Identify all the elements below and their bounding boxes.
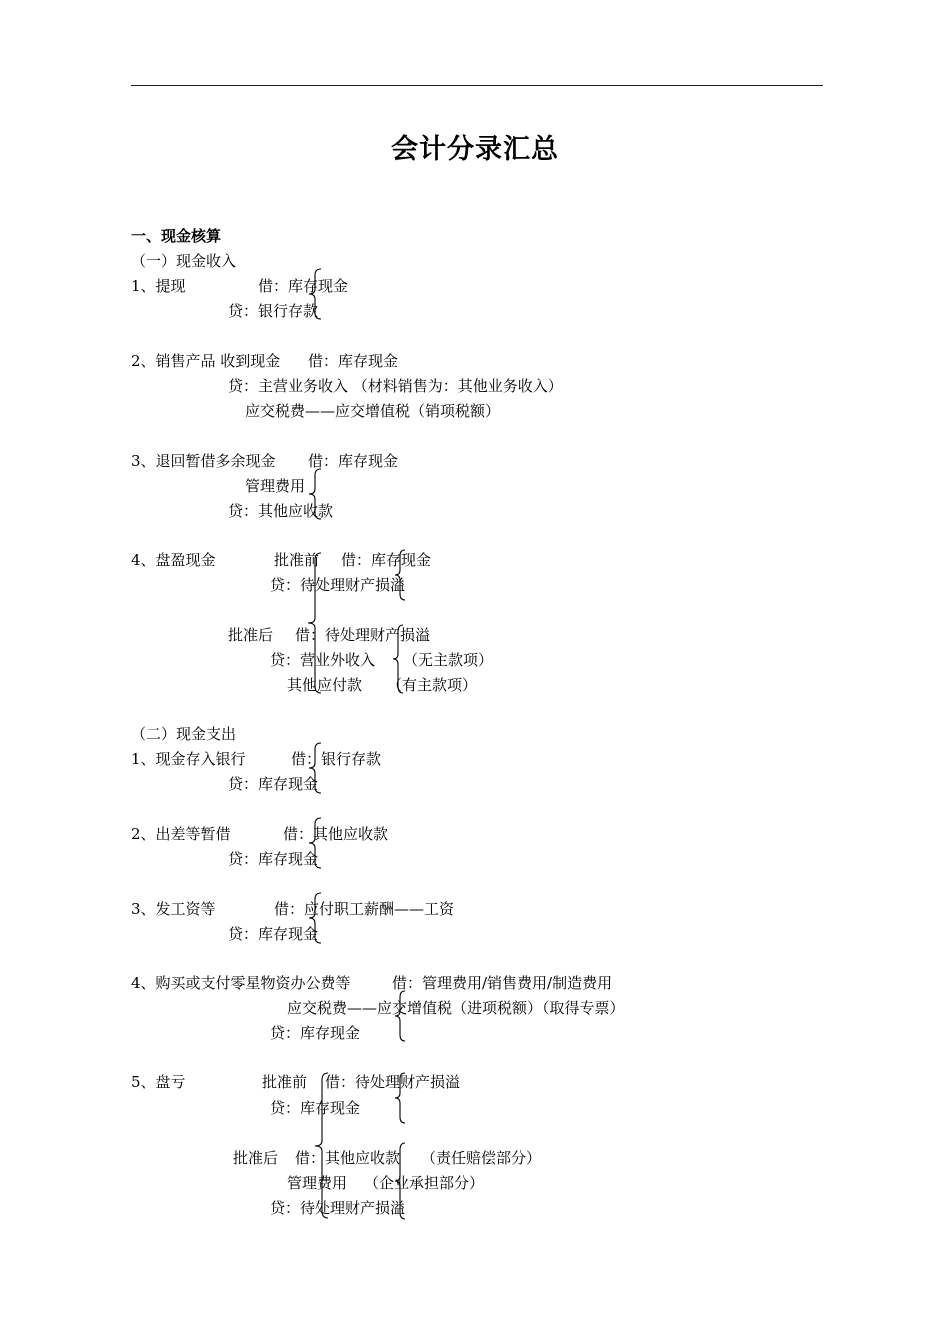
debit-line: 管理费用: [245, 477, 306, 495]
credit-line: 贷：库存现金: [228, 850, 319, 868]
brace: [305, 552, 323, 695]
credit-line: 贷：库存现金: [228, 775, 319, 793]
note: （责任赔偿部分）: [421, 1149, 542, 1167]
brace: [307, 892, 323, 944]
debit-line: 借：待处理财产损溢: [325, 1073, 461, 1091]
brace: [307, 268, 323, 320]
brace: [307, 468, 323, 520]
credit-line: 应交税费——应交增值税（销项税额）: [245, 402, 501, 420]
brace: [307, 742, 323, 794]
note: （企业承担部分）: [364, 1174, 485, 1192]
brace: [393, 549, 407, 601]
approval-label: 批准前: [262, 1073, 308, 1091]
credit-line: 贷：待处理财产损溢: [270, 576, 406, 594]
note: （有主款项）: [387, 676, 478, 694]
entry-number: 4、购买或支付零星物资办公费等: [131, 974, 351, 992]
debit-line: 借：库存现金: [258, 277, 349, 295]
debit-line: 借：应付职工薪酬——工资: [274, 900, 455, 918]
entry-number: 2、出差等暂借: [131, 825, 231, 843]
credit-line: 贷：营业外收入: [270, 651, 376, 669]
debit-line: 借：银行存款: [291, 750, 382, 768]
debit-line: 借：其他应收款: [283, 825, 389, 843]
entry-number: 3、发工资等: [131, 900, 216, 918]
brace: [312, 1072, 330, 1220]
entry-number: 2、销售产品 收到现金: [131, 352, 281, 370]
brace: [393, 990, 407, 1042]
page-title: 会计分录汇总: [391, 134, 559, 165]
entry-number: 3、退回暂借多余现金: [131, 452, 276, 470]
debit-line: 管理费用: [287, 1174, 348, 1192]
credit-line: 贷：其他应收款: [228, 502, 334, 520]
header-rule: [131, 85, 823, 86]
entry-number: 5、盘亏: [131, 1073, 186, 1091]
credit-line: 贷：待处理财产损溢: [270, 1199, 406, 1217]
subsection-heading: （一）现金收入: [131, 252, 237, 270]
subsection-heading: （二）现金支出: [131, 725, 237, 743]
credit-line: 贷：主营业务收入 （材料销售为：其他业务收入）: [228, 377, 563, 395]
approval-label: 批准后: [228, 626, 274, 644]
credit-line: 贷：库存现金: [228, 925, 319, 943]
credit-line: 贷：库存现金: [270, 1099, 361, 1117]
brace: [393, 1072, 407, 1124]
note: （无主款项）: [403, 651, 494, 669]
entry-number: 1、提现: [131, 277, 186, 295]
brace: [307, 817, 323, 869]
debit-line: 应交税费——应交增值税（进项税额）（取得专票）: [287, 999, 625, 1017]
debit-line: 借：库存现金: [308, 452, 399, 470]
brace: [391, 624, 405, 694]
debit-line: 借：库存现金: [308, 352, 399, 370]
credit-line: 其他应付款: [287, 676, 363, 694]
approval-label: 批准后: [233, 1149, 279, 1167]
credit-line: 贷：银行存款: [228, 302, 319, 320]
approval-label: 批准前: [274, 551, 320, 569]
debit-line: 借：库存现金: [341, 551, 432, 569]
debit-line: 借：管理费用/销售费用/制造费用: [392, 974, 613, 992]
brace: [393, 1142, 407, 1220]
entry-number: 4、盘盈现金: [131, 551, 216, 569]
section-heading: 一、现金核算: [131, 227, 222, 245]
debit-line: 借：其他应收款: [295, 1149, 401, 1167]
debit-line: 借：待处理财产损溢: [295, 626, 431, 644]
entry-number: 1、现金存入银行: [131, 750, 246, 768]
credit-line: 贷：库存现金: [270, 1024, 361, 1042]
